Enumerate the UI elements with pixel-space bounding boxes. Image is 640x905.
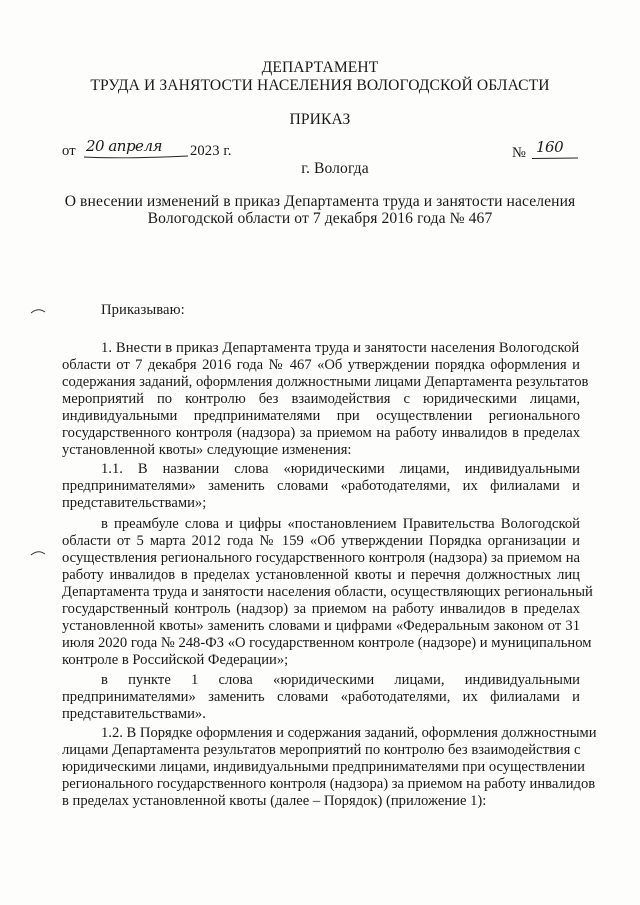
body-line: 1.2. В Порядке оформления и содержания заданий, оформления должностными — [101, 725, 597, 741]
department-name-line1: ДЕПАРТАМЕНТ — [261, 59, 379, 76]
body-line: 1.1. В названии слова «юридическими лицами, индивидуальными — [101, 461, 580, 477]
department-name-line2: ТРУДА И ЗАНЯТОСТИ НАСЕЛЕНИЯ ВОЛОГОДСКОЙ ОБЛАСТИ — [90, 77, 550, 94]
body-line: государственный контроль (надзор) за приемом на работу инвалидов в пределах — [62, 601, 580, 617]
body-line: июля 2020 года № 248-ФЗ «О государственном контроле (надзоре) и муниципальном — [62, 635, 592, 651]
body-line: представительствами». — [62, 706, 206, 722]
body-line: осуществления регионального государственного контроля (надзора) за приемом на — [62, 550, 580, 566]
handwritten-number: 160 — [536, 138, 564, 156]
body-line: работу инвалидов в пределах установленной квоты и перечня должностных лиц — [62, 567, 580, 583]
document-type-title: ПРИКАЗ — [289, 111, 351, 128]
body-line: в пункте 1 слова «юридическими лицами, индивидуальными — [101, 672, 580, 688]
city-name: г. Вологда — [301, 160, 369, 177]
body-line: представительствами»; — [62, 495, 207, 511]
handwritten-date: 20 апреля — [86, 137, 162, 155]
body-line: предпринимателями» заменить словами «работодателями, их филиалами и — [62, 689, 580, 705]
order-word: Приказываю: — [101, 302, 185, 318]
body-line: мероприятий по контролю без взаимодействия с юридическими лицами, — [62, 391, 580, 407]
body-line: установленной квоты» следующие изменения: — [62, 442, 352, 458]
subject-line2: Вологодской области от 7 декабря 2016 года № 467 — [147, 210, 493, 227]
body-line: индивидуальными предпринимателями при осуществлении регионального — [62, 408, 580, 424]
subject-line1: О внесении изменений в приказ Департамента труда и занятости населения — [64, 193, 576, 210]
body-line: области от 7 декабря 2016 года № 467 «Об утверждении порядка оформления и — [62, 357, 580, 373]
body-line: установленной квоты» заменить словами и цифрами «Федеральным законом от 31 — [62, 618, 580, 634]
body-line: в преамбуле слова и цифры «постановлением Правительства Вологодской — [101, 516, 580, 532]
number-prefix: № — [512, 145, 527, 161]
body-line: 1. Внести в приказ Департамента труда и занятости населения Вологодской — [101, 340, 580, 356]
body-line: Департамента труда и занятости населения области, осуществляющих региональный — [62, 584, 593, 600]
body-line: лицами Департамента результатов мероприятий по контролю без взаимодействия с — [62, 742, 581, 758]
body-line: юридическими лицами, индивидуальными предпринимателями при осуществлении — [62, 759, 585, 775]
date-year: 2023 г. — [190, 143, 232, 159]
body-line: в пределах установленной квоты (далее – Порядок) (приложение 1): — [62, 793, 487, 809]
body-line: предпринимателями» заменить словами «работодателями, их филиалами и — [62, 478, 580, 494]
body-line: контроле в Российской Федерации»; — [62, 652, 289, 668]
date-prefix: от — [62, 143, 76, 159]
body-line: содержания заданий, оформления должностными лицами Департамента результатов — [62, 374, 589, 390]
margin-hole-mark — [30, 307, 46, 315]
body-line: государственного контроля (надзора) за приемом на работу инвалидов в пределах — [62, 425, 580, 441]
margin-hole-mark — [30, 549, 46, 557]
body-line: регионального государственного контроля (надзора) за приемом на работу инвалидов — [62, 776, 596, 792]
body-line: области от 5 марта 2012 года № 159 «Об утверждении Порядка организации и — [62, 533, 580, 549]
